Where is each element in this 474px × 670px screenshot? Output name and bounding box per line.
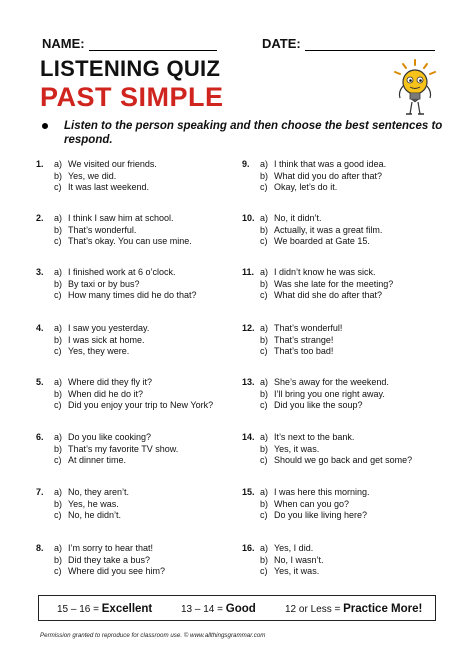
option-b[interactable]: b) No, I wasn’t.	[260, 554, 324, 565]
question-number: 2.	[36, 213, 44, 223]
instruction-text: Listen to the person speaking and then choose the best sentences to respond.	[64, 120, 443, 146]
bullet-icon	[42, 123, 48, 129]
option-c[interactable]: c) At dinner time.	[54, 455, 127, 466]
option-c[interactable]: c) Do you like living here?	[260, 510, 368, 521]
option-c[interactable]: c) Did you enjoy your trip to New York?	[54, 400, 214, 411]
option-a[interactable]: a) I think that was a good idea.	[260, 159, 387, 169]
option-b[interactable]: b) Yes, he was.	[54, 498, 119, 509]
option-b[interactable]: b) Did they take a bus?	[54, 554, 151, 565]
option-b[interactable]: b) When can you go?	[260, 498, 350, 509]
question-number: 5.	[36, 377, 44, 387]
option-b[interactable]: b) By taxi or by bus?	[54, 278, 140, 289]
option-c[interactable]: c) Yes, it was.	[260, 566, 320, 577]
score-excellent: 15 – 16 = Excellent	[57, 603, 153, 615]
question-number: 4.	[36, 323, 44, 333]
option-b[interactable]: b) I’ll bring you one right away.	[260, 388, 385, 399]
option-c[interactable]: c) Did you like the soup?	[260, 400, 363, 411]
question-number: 8.	[36, 543, 44, 553]
option-a[interactable]: a) Where did they fly it?	[54, 377, 153, 387]
question-number: 16.	[242, 543, 255, 553]
option-c[interactable]: c) It was last weekend.	[54, 182, 150, 193]
copyright-footer: Permission granted to reproduce for classroom use. © www.allthingsgrammar.com	[40, 632, 266, 639]
option-c[interactable]: c) That’s too bad!	[260, 346, 334, 357]
option-b[interactable]: b) Yes, it was.	[260, 443, 320, 454]
option-a[interactable]: a) I finished work at 6 o’clock.	[54, 267, 176, 277]
option-c[interactable]: c) What did she do after that?	[260, 290, 383, 301]
option-a[interactable]: a) We visited our friends.	[54, 159, 157, 169]
question-number: 14.	[242, 432, 255, 442]
name-blank-line	[89, 38, 217, 51]
option-b[interactable]: b) What did you do after that?	[260, 170, 383, 181]
option-b[interactable]: b) That’s strange!	[260, 334, 334, 345]
option-c[interactable]: c) Where did you see him?	[54, 566, 166, 577]
question-number: 7.	[36, 487, 44, 497]
score-good: 13 – 14 = Good	[181, 603, 256, 615]
question-number: 15.	[242, 487, 255, 497]
option-b[interactable]: b) That’s wonderful.	[54, 224, 137, 235]
question-number: 11.	[242, 267, 255, 277]
option-c[interactable]: c) How many times did he do that?	[54, 290, 197, 301]
option-a[interactable]: a) That’s wonderful!	[260, 323, 343, 333]
option-c[interactable]: c) Yes, they were.	[54, 346, 130, 357]
option-b[interactable]: b) I was sick at home.	[54, 334, 145, 345]
option-a[interactable]: a) No, it didn’t.	[260, 213, 322, 223]
option-b[interactable]: b) Yes, we did.	[54, 170, 117, 181]
date-field	[262, 36, 435, 51]
score-practice: 12 or Less = Practice More!	[285, 603, 423, 615]
option-a[interactable]: a) It’s next to the bank.	[260, 432, 355, 442]
option-a[interactable]: a) Do you like cooking?	[54, 432, 152, 442]
option-a[interactable]: a) I saw you yesterday.	[54, 323, 150, 333]
option-a[interactable]: a) I’m sorry to hear that!	[54, 543, 154, 553]
option-c[interactable]: c) Should we go back and get some?	[260, 455, 413, 466]
date-blank-line	[305, 38, 435, 51]
question-number: 6.	[36, 432, 44, 442]
option-a[interactable]: a) No, they aren’t.	[54, 487, 130, 497]
date-label: DATE:	[262, 36, 301, 51]
quiz-title: LISTENING QUIZ	[40, 56, 221, 81]
name-field	[42, 36, 217, 51]
scoring-box	[38, 595, 436, 621]
option-b[interactable]: b) When did he do it?	[54, 388, 144, 399]
option-c[interactable]: c) That’s okay. You can use mine.	[54, 236, 192, 247]
option-c[interactable]: c) Okay, let’s do it.	[260, 182, 338, 193]
lightbulb-mascot-icon	[390, 58, 440, 118]
question-number: 10.	[242, 213, 255, 223]
option-a[interactable]: a) I was here this morning.	[260, 487, 370, 497]
option-c[interactable]: c) We boarded at Gate 15.	[260, 236, 370, 247]
option-a[interactable]: a) She’s away for the weekend.	[260, 377, 389, 387]
question-number: 12.	[242, 323, 255, 333]
option-b[interactable]: b) Was she late for the meeting?	[260, 278, 394, 289]
question-number: 1.	[36, 159, 44, 169]
question-number: 13.	[242, 377, 255, 387]
name-label: NAME:	[42, 36, 85, 51]
option-a[interactable]: a) I didn’t know he was sick.	[260, 267, 376, 277]
option-c[interactable]: c) No, he didn’t.	[54, 510, 122, 521]
question-number: 3.	[36, 267, 44, 277]
option-a[interactable]: a) Yes, I did.	[260, 543, 314, 553]
option-b[interactable]: b) Actually, it was a great film.	[260, 224, 383, 235]
question-number: 9.	[242, 159, 250, 169]
option-b[interactable]: b) That’s my favorite TV show.	[54, 443, 179, 454]
quiz-subtitle: PAST SIMPLE	[40, 82, 224, 112]
option-a[interactable]: a) I think I saw him at school.	[54, 213, 174, 223]
